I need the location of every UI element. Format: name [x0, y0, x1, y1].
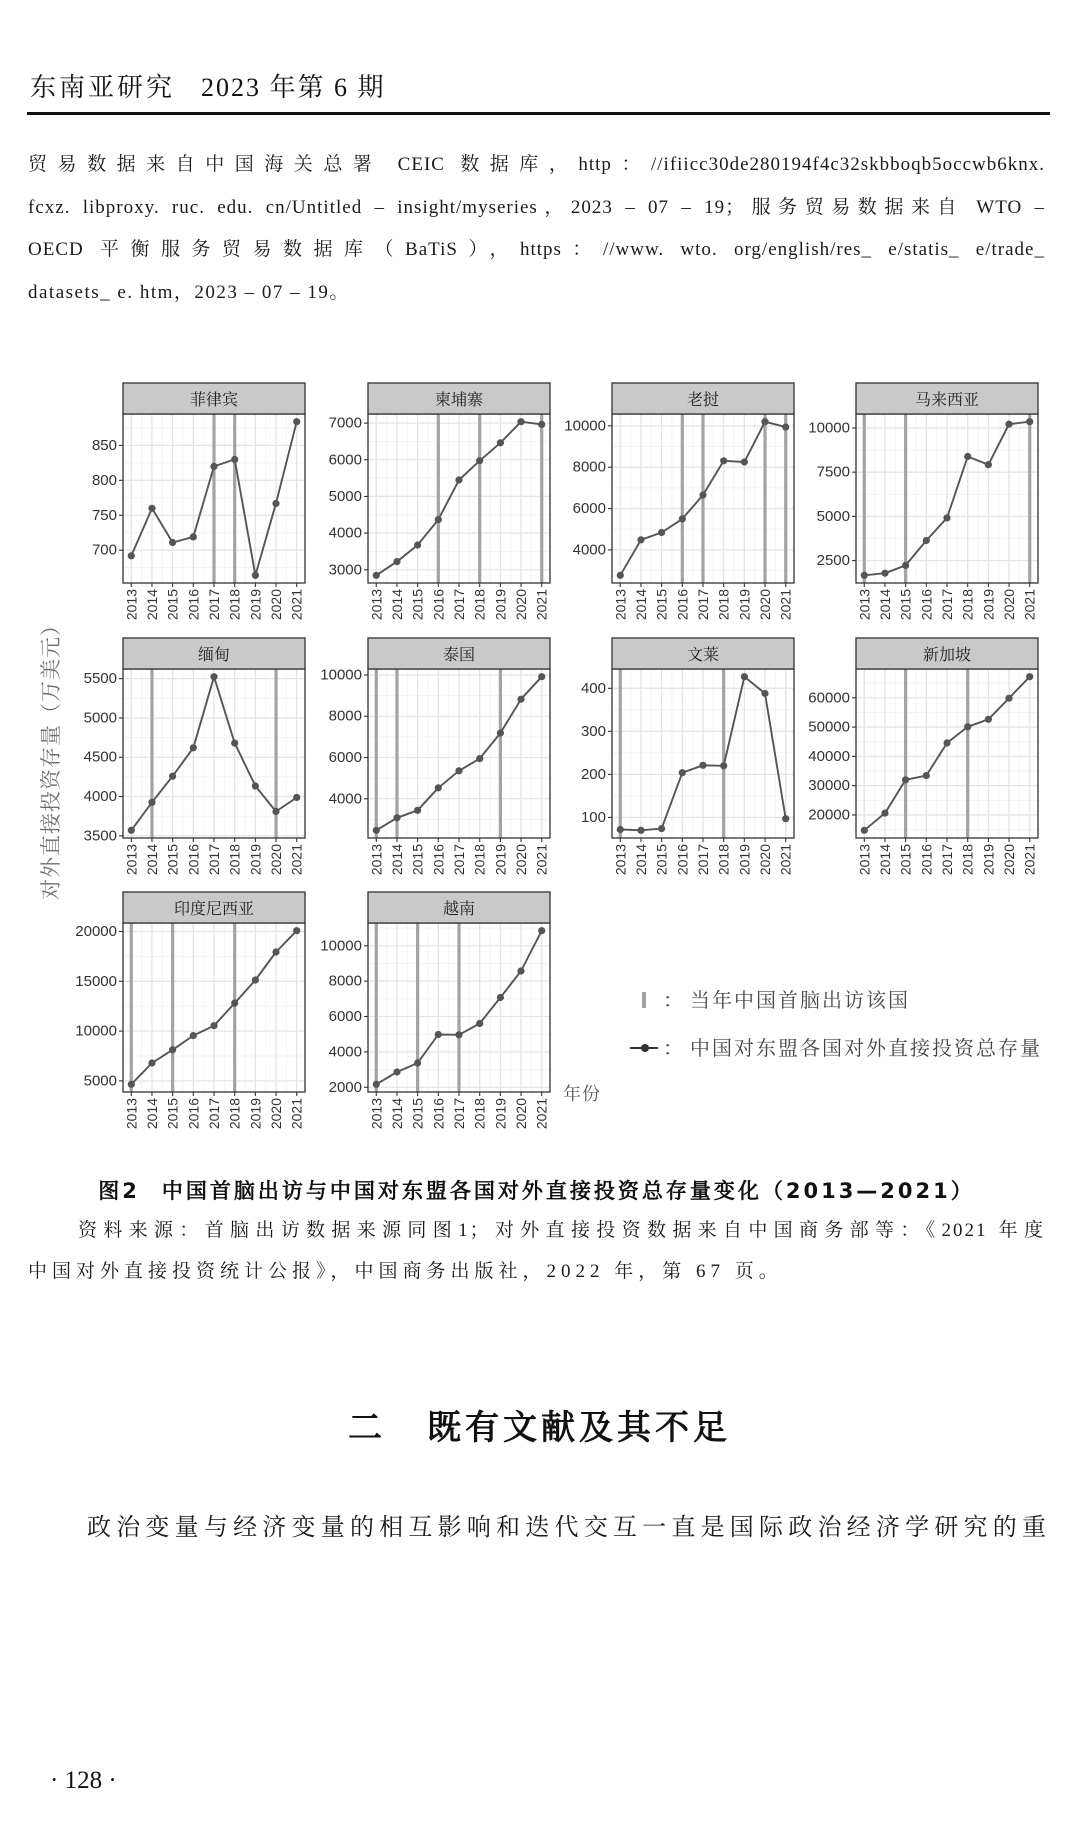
- x-tick-label: 2015: [409, 844, 426, 876]
- x-tick-label: 2020: [268, 844, 284, 876]
- data-point: [455, 476, 462, 483]
- data-point: [1026, 418, 1033, 425]
- x-tick-label: 2020: [268, 1098, 284, 1130]
- x-tick-label: 2013: [856, 844, 873, 876]
- y-tick-label: 20000: [808, 806, 850, 824]
- legend-item-visit: [625, 986, 1065, 1014]
- figure-caption: [0, 1176, 1073, 1206]
- x-tick-label: 2021: [1021, 844, 1038, 876]
- x-tick-label: 2014: [389, 844, 405, 876]
- data-point: [881, 570, 888, 577]
- y-tick-label: 400: [580, 679, 606, 697]
- x-tick-label: 2016: [430, 844, 447, 876]
- x-tick-label: 2014: [877, 844, 893, 876]
- x-tick-label: 2017: [206, 589, 222, 621]
- data-point: [782, 815, 789, 822]
- data-point: [190, 744, 197, 751]
- y-axis-title: 对外直接投资存量（万美元）: [39, 614, 63, 900]
- figure-source: [28, 1210, 1045, 1292]
- y-tick-label: 850: [91, 436, 117, 454]
- x-tick-label: 2019: [980, 844, 997, 876]
- data-point: [497, 439, 504, 446]
- data-point: [210, 673, 217, 680]
- x-tick-label: 2017: [451, 844, 467, 876]
- facet-panel: [84, 638, 305, 875]
- x-tick-label: 2018: [226, 1098, 243, 1130]
- facet-title: 柬埔寨: [434, 390, 484, 409]
- x-tick-label: 2014: [633, 844, 649, 876]
- x-tick-label: 2017: [695, 844, 711, 876]
- x-tick-label: 2017: [939, 844, 955, 876]
- y-tick-label: 10000: [320, 937, 362, 955]
- x-tick-label: 2021: [288, 844, 305, 876]
- data-point: [720, 762, 727, 769]
- y-tick-label: 10000: [75, 1022, 117, 1040]
- data-point: [782, 424, 789, 431]
- data-point: [517, 696, 524, 703]
- legend-separator: ：: [663, 988, 683, 1012]
- x-tick-label: 2019: [736, 844, 753, 876]
- y-tick-label: 15000: [75, 972, 117, 990]
- y-tick-label: 4500: [83, 748, 117, 766]
- x-tick-label: 2020: [1001, 844, 1017, 876]
- y-tick-label: 2000: [328, 1078, 362, 1096]
- data-point: [741, 673, 748, 680]
- y-tick-label: 3500: [83, 827, 117, 845]
- data-point: [1005, 695, 1012, 702]
- y-tick-label: 4000: [328, 1043, 362, 1061]
- page-number: · 128 ·: [50, 1767, 117, 1794]
- data-point: [902, 562, 909, 569]
- data-point: [373, 572, 380, 579]
- data-point: [190, 1032, 197, 1039]
- x-tick-label: 2017: [451, 1098, 467, 1130]
- y-tick-label: 6000: [328, 749, 362, 767]
- y-tick-label: 20000: [75, 922, 117, 940]
- x-tick-label: 2013: [368, 1098, 385, 1130]
- x-tick-label: 2013: [612, 589, 629, 621]
- x-tick-label: 2021: [288, 1098, 305, 1130]
- data-point: [231, 1000, 238, 1007]
- data-point: [293, 418, 300, 425]
- y-tick-label: 8000: [328, 972, 362, 990]
- data-point: [658, 825, 665, 832]
- data-point: [497, 729, 504, 736]
- x-tick-label: 2014: [144, 844, 160, 876]
- x-tick-label: 2016: [185, 589, 202, 621]
- caption-title: 中国首脑出访与中国对东盟各国对外直接投资总存量变化（2013—2021）: [161, 1179, 975, 1203]
- x-tick-label: 2016: [185, 844, 202, 876]
- y-tick-label: 5500: [83, 670, 117, 688]
- x-tick-label: 2019: [247, 589, 264, 621]
- source-line: 资料来源：首脑出访数据来源同图1；对外直接投资数据来自中国商务部等：《2021 年度: [78, 1220, 1045, 1241]
- data-point: [435, 516, 442, 523]
- x-tick-label: 2013: [856, 589, 873, 621]
- x-tick-label: 2019: [492, 589, 509, 621]
- x-tick-label: 2016: [430, 589, 447, 621]
- x-tick-label: 2020: [513, 844, 529, 876]
- y-tick-label: 200: [580, 765, 606, 783]
- x-tick-label: 2021: [533, 1098, 550, 1130]
- paragraph-line: datasets_ e. htm，2023 – 07 – 19。: [28, 281, 350, 303]
- data-point: [699, 762, 706, 769]
- data-point: [272, 808, 279, 815]
- x-tick-label: 2013: [368, 844, 385, 876]
- x-tick-label: 2020: [757, 589, 773, 621]
- y-tick-label: 5000: [83, 709, 117, 727]
- data-point: [538, 421, 545, 428]
- data-point: [373, 827, 380, 834]
- data-point: [455, 1031, 462, 1038]
- data-point: [393, 814, 400, 821]
- dot-icon: [641, 1044, 649, 1052]
- x-tick-label: 2019: [980, 589, 997, 621]
- data-point: [476, 755, 483, 762]
- x-tick-label: 2018: [471, 589, 488, 621]
- x-tick-label: 2019: [247, 844, 264, 876]
- y-tick-label: 100: [580, 808, 606, 826]
- x-tick-label: 2018: [715, 844, 732, 876]
- y-tick-label: 300: [580, 722, 606, 740]
- x-tick-label: 2020: [268, 589, 284, 621]
- x-tick-label: 2014: [877, 589, 893, 621]
- facet-title: 印度尼西亚: [173, 899, 255, 918]
- paragraph-line: fcxz. libproxy. ruc. edu. cn/Untitled – insight/myseries，2023 – 07 – 19；服务贸易数据来自 WTO –: [28, 196, 1045, 218]
- data-point: [169, 773, 176, 780]
- data-point: [741, 458, 748, 465]
- facet-title: 老挝: [686, 390, 720, 409]
- data-point: [720, 457, 727, 464]
- journal-name: 东南亚研究: [30, 73, 176, 102]
- facet-title: 菲律宾: [189, 390, 239, 409]
- x-tick-label: 2021: [533, 844, 550, 876]
- data-point: [148, 505, 155, 512]
- x-tick-label: 2021: [777, 589, 794, 621]
- data-point: [923, 772, 930, 779]
- x-tick-label: 2013: [612, 844, 629, 876]
- data-point: [964, 453, 971, 460]
- x-tick-label: 2018: [471, 1098, 488, 1130]
- facet-panel: [329, 383, 550, 620]
- x-tick-label: 2015: [164, 844, 181, 876]
- x-tick-label: 2017: [206, 1098, 222, 1130]
- x-tick-label: 2014: [389, 589, 405, 621]
- data-point: [658, 529, 665, 536]
- x-tick-label: 2021: [1021, 589, 1038, 621]
- paragraph-line: 贸易数据来自中国海关总署 CEIC 数据库，http：//ifiicc30de280194f4c32skbboqb5occwb6knx.: [28, 154, 1045, 175]
- y-tick-label: 7000: [328, 414, 362, 432]
- data-point: [985, 461, 992, 468]
- data-point: [272, 500, 279, 507]
- y-tick-label: 4000: [328, 524, 362, 542]
- x-tick-label: 2015: [409, 1098, 426, 1130]
- x-tick-label: 2013: [368, 589, 385, 621]
- x-tick-label: 2015: [653, 844, 670, 876]
- data-point: [169, 539, 176, 546]
- x-tick-label: 2019: [492, 844, 509, 876]
- facet-panel: [581, 638, 794, 875]
- facet-title: 缅甸: [197, 645, 231, 664]
- data-point: [679, 515, 686, 522]
- facet-panel: [320, 892, 550, 1129]
- x-tick-label: 2017: [206, 844, 222, 876]
- y-tick-label: 5000: [816, 507, 850, 525]
- facet-panel: [564, 383, 794, 620]
- x-tick-label: 2014: [144, 589, 160, 621]
- data-point: [617, 572, 624, 579]
- y-tick-label: 2500: [816, 552, 850, 570]
- x-tick-label: 2015: [897, 844, 914, 876]
- y-tick-label: 4000: [83, 788, 117, 806]
- data-point: [128, 1081, 135, 1088]
- y-tick-label: 50000: [808, 718, 850, 736]
- data-point: [252, 782, 259, 789]
- y-tick-label: 6000: [328, 1008, 362, 1026]
- data-point: [210, 1022, 217, 1029]
- data-point: [414, 1059, 421, 1066]
- data-point: [293, 794, 300, 801]
- x-tick-label: 2021: [533, 589, 550, 621]
- source-line: 中国对外直接投资统计公报》，中国商务出版社，2022 年，第 67 页。: [28, 1261, 783, 1282]
- x-axis-title: 年份: [563, 1084, 601, 1105]
- paragraph-line: 政治变量与经济变量的相互影响和迭代交互一直是国际政治经济学研究的重: [87, 1515, 1050, 1541]
- y-tick-label: 8000: [328, 707, 362, 725]
- data-point: [617, 826, 624, 833]
- y-tick-label: 40000: [808, 747, 850, 765]
- data-point: [455, 767, 462, 774]
- data-point: [373, 1081, 380, 1088]
- data-point: [761, 690, 768, 697]
- data-point: [128, 552, 135, 559]
- data-point: [517, 418, 524, 425]
- data-point: [476, 1020, 483, 1027]
- data-point: [538, 927, 545, 934]
- data-point: [637, 536, 644, 543]
- x-tick-label: 2018: [471, 844, 488, 876]
- facet-title: 新加坡: [922, 645, 972, 664]
- data-point: [252, 976, 259, 983]
- x-tick-label: 2015: [897, 589, 914, 621]
- data-point: [943, 739, 950, 746]
- data-point: [923, 537, 930, 544]
- data-point: [943, 514, 950, 521]
- data-point: [637, 827, 644, 834]
- x-tick-label: 2013: [123, 589, 140, 621]
- x-tick-label: 2021: [777, 844, 794, 876]
- data-point: [414, 807, 421, 814]
- data-point: [964, 723, 971, 730]
- legend-item-fdi-stock: [625, 1034, 1065, 1062]
- data-point: [761, 418, 768, 425]
- x-tick-label: 2021: [288, 589, 305, 621]
- data-point: [252, 572, 259, 579]
- legend-label: 当年中国首脑出访该国: [690, 988, 910, 1012]
- x-tick-label: 2018: [959, 844, 976, 876]
- x-tick-label: 2018: [959, 589, 976, 621]
- facet-panel: [320, 638, 550, 875]
- facet-panel: [808, 638, 1038, 875]
- x-tick-label: 2013: [123, 1098, 140, 1130]
- x-tick-label: 2017: [451, 589, 467, 621]
- section-number: 二: [348, 1408, 382, 1448]
- x-tick-label: 2018: [226, 844, 243, 876]
- x-tick-label: 2016: [918, 844, 935, 876]
- data-point: [679, 769, 686, 776]
- y-tick-label: 10000: [564, 417, 606, 435]
- x-tick-label: 2016: [918, 589, 935, 621]
- data-point: [985, 716, 992, 723]
- data-point: [902, 776, 909, 783]
- x-tick-label: 2016: [430, 1098, 447, 1130]
- data-point: [435, 784, 442, 791]
- x-tick-label: 2020: [1001, 589, 1017, 621]
- x-tick-label: 2015: [164, 589, 181, 621]
- x-tick-label: 2020: [757, 844, 773, 876]
- data-point: [190, 533, 197, 540]
- data-point: [497, 994, 504, 1001]
- issue-number: 2023 年第 6 期: [201, 73, 386, 102]
- y-tick-label: 8000: [572, 458, 606, 476]
- x-tick-label: 2014: [389, 1098, 405, 1130]
- x-tick-label: 2014: [144, 1098, 160, 1130]
- facet-title: 越南: [442, 899, 476, 918]
- y-tick-label: 3000: [328, 561, 362, 579]
- facet-title: 文莱: [686, 645, 720, 664]
- y-tick-label: 4000: [572, 541, 606, 559]
- x-tick-label: 2019: [247, 1098, 264, 1130]
- facet-panel: [75, 892, 305, 1129]
- y-tick-label: 5000: [328, 487, 362, 505]
- legend-label: 中国对东盟各国对外直接投资总存量: [690, 1036, 1042, 1060]
- x-tick-label: 2016: [674, 589, 691, 621]
- x-tick-label: 2020: [513, 1098, 529, 1130]
- data-point: [517, 967, 524, 974]
- x-tick-label: 2015: [653, 589, 670, 621]
- data-point: [169, 1046, 176, 1053]
- data-point: [231, 456, 238, 463]
- data-point: [210, 463, 217, 470]
- data-point: [861, 572, 868, 579]
- caption-label: 图2: [98, 1179, 140, 1203]
- x-tick-label: 2015: [409, 589, 426, 621]
- x-tick-label: 2018: [226, 589, 243, 621]
- body-paragraph: [87, 1512, 1050, 1544]
- data-point: [1005, 421, 1012, 428]
- y-tick-label: 10000: [808, 419, 850, 437]
- y-tick-label: 60000: [808, 689, 850, 707]
- y-tick-label: 7500: [816, 463, 850, 481]
- facet-title: 马来西亚: [914, 390, 980, 409]
- data-point: [148, 799, 155, 806]
- y-tick-label: 10000: [320, 666, 362, 684]
- paragraph-line: OECD 平衡服务贸易数据库（BaTiS），https：//www. wto. org/english/res_ e/statis_ e/trade_: [28, 239, 1045, 260]
- data-point: [881, 810, 888, 817]
- x-tick-label: 2020: [513, 589, 529, 621]
- x-tick-label: 2017: [695, 589, 711, 621]
- x-tick-label: 2019: [492, 1098, 509, 1130]
- data-point: [435, 1031, 442, 1038]
- x-tick-label: 2017: [939, 589, 955, 621]
- data-point: [231, 740, 238, 747]
- facet-title: 泰国: [442, 645, 476, 664]
- data-point: [393, 1068, 400, 1075]
- data-point: [538, 673, 545, 680]
- y-tick-label: 750: [91, 506, 117, 524]
- x-tick-label: 2014: [633, 589, 649, 621]
- y-tick-label: 30000: [808, 777, 850, 795]
- y-tick-label: 700: [91, 541, 117, 559]
- y-tick-label: 800: [91, 471, 117, 489]
- section-title: 既有文献及其不足: [427, 1408, 731, 1448]
- facet-panel: [808, 383, 1038, 620]
- data-point: [861, 827, 868, 834]
- data-point: [393, 558, 400, 565]
- data-point: [272, 948, 279, 955]
- x-tick-label: 2015: [164, 1098, 181, 1130]
- facet-panel: [92, 383, 305, 620]
- data-point: [1026, 673, 1033, 680]
- y-tick-label: 6000: [572, 500, 606, 518]
- x-tick-label: 2013: [123, 844, 140, 876]
- vertical-bar-icon: [642, 992, 646, 1008]
- x-tick-label: 2016: [185, 1098, 202, 1130]
- x-tick-label: 2018: [715, 589, 732, 621]
- data-point: [148, 1059, 155, 1066]
- y-tick-label: 6000: [328, 451, 362, 469]
- x-tick-label: 2016: [674, 844, 691, 876]
- legend-separator: ：: [663, 1036, 683, 1060]
- data-point: [414, 541, 421, 548]
- data-point: [476, 457, 483, 464]
- y-tick-label: 5000: [83, 1072, 117, 1090]
- data-point: [128, 827, 135, 834]
- x-tick-label: 2019: [736, 589, 753, 621]
- data-point: [699, 491, 706, 498]
- y-tick-label: 4000: [328, 790, 362, 808]
- data-point: [293, 927, 300, 934]
